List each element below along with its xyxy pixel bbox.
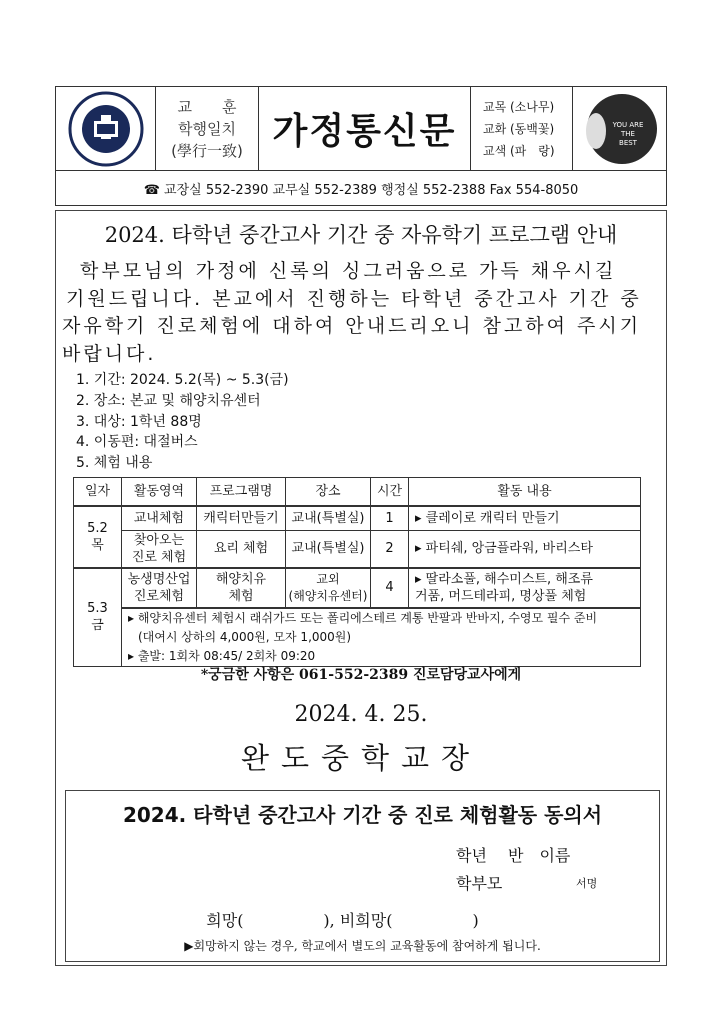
cell: 교외 (해양치유센터)	[286, 568, 371, 608]
consent-note: ▶회망하지 않는 경우, 학교에서 별도의 교육활동에 참여하게 됩니다.	[184, 939, 541, 953]
parent-label: 학부모	[456, 874, 503, 893]
motto-label: 교 훈	[177, 97, 237, 116]
svg-text:YOU ARE: YOU ARE	[612, 120, 643, 129]
note-line: ▸ 출발: 1회차 08:45/ 2회차 09:20	[128, 648, 316, 663]
principal-signature: 완도중학교장	[240, 741, 482, 775]
school-flower: 교화 (동백꽃)	[483, 121, 555, 136]
thumbs-up-badge-icon	[582, 91, 658, 167]
cell: 농생명산업 진로체험	[122, 568, 197, 608]
paragraph-line: 기원드립니다. 본교에서 진행하는 타학년 중간고사 기간 중	[66, 287, 642, 310]
motto-hanja: (學行一致)	[171, 141, 243, 160]
consent-choice[interactable]: 희망( ), 비희망( )	[206, 911, 479, 930]
cell: 교내(특별실)	[286, 506, 371, 531]
th-time: 시간	[371, 478, 409, 506]
motto: 학행일치	[178, 119, 236, 138]
issue-date: 2024. 4. 25.	[294, 702, 428, 727]
notice-title: 2024. 타학년 중간고사 기간 중 자유학기 프로그램 안내	[104, 223, 618, 247]
program-table	[73, 477, 641, 667]
info-period: 1. 기간: 2024. 5.2(목) ~ 5.3(금)	[76, 372, 289, 388]
newsletter-title: 가정통신문	[272, 111, 457, 152]
info-target: 3. 대상: 1학년 88명	[76, 413, 202, 430]
th-activity: 활동 내용	[409, 478, 641, 506]
student-info-field[interactable]: 학년 반 이름	[456, 846, 571, 865]
info-place: 2. 장소: 본교 및 해양치유센터	[76, 392, 261, 409]
cell: 캐릭터만들기	[197, 506, 286, 531]
note-line: (대여시 상하의 4,000원, 모자 1,000원)	[138, 629, 352, 644]
svg-text:BEST: BEST	[618, 138, 637, 147]
cell: ▸ 딸라소풀, 해수미스트, 해조류 거품, 머드테라피, 명상풀 체험	[409, 568, 641, 608]
info-contents: 5. 체험 내용	[76, 455, 153, 472]
th-area: 활동영역	[122, 478, 197, 506]
date-cell: 5.2 목	[74, 506, 122, 568]
cell: 4	[371, 568, 409, 608]
newsletter-header	[55, 86, 667, 206]
cell: 찾아오는 진로 체험	[122, 531, 197, 568]
consent-title: 2024. 타학년 중간고사 기간 중 진로 체험활동 동의서	[122, 803, 603, 827]
cell: 요리 체험	[197, 531, 286, 568]
th-program: 프로그램명	[197, 478, 286, 506]
note-line: ▸ 해양치유센터 체험시 래쉬가드 또는 폴리에스테르 계통 반팔과 반바지, 수영모 필수 준비	[128, 610, 598, 625]
cell: ▸ 클레이로 캐릭터 만들기	[409, 506, 641, 531]
cell: 교내체험	[122, 506, 197, 531]
svg-text:THE: THE	[620, 129, 635, 138]
school-color: 교색 (파 랑)	[483, 143, 555, 158]
cell: 2	[371, 531, 409, 568]
cell: 교내(특별실)	[286, 531, 371, 568]
cell: ▸ 파티쉐, 앙금플라워, 바리스타	[409, 531, 641, 568]
school-logo	[56, 87, 156, 170]
contact-note: *궁금한 사항은 061-552-2389 진로담당교사에게	[200, 667, 522, 683]
paragraph-line: 학부모님의 가정에 신록의 싱그러움으로 가득 채우시길	[80, 260, 617, 282]
school-emblem-icon	[68, 91, 144, 167]
cell: 해양치유 체험	[197, 568, 286, 608]
school-tree: 교목 (소나무)	[483, 99, 555, 114]
best-badge	[573, 87, 666, 170]
paragraph-line: 자유학기 진로체험에 대하여 안내드리오니 참고하여 주시기	[62, 315, 642, 337]
th-date: 일자	[74, 478, 122, 506]
sign-field[interactable]: 서명	[576, 877, 598, 890]
contact-phones: ☎ 교장실 552-2390 교무실 552-2389 행정실 552-2388 Fax 554-8050	[143, 182, 579, 198]
th-place: 장소	[286, 478, 371, 506]
consent-form	[65, 790, 660, 962]
date-cell: 5.3 금	[74, 568, 122, 667]
cell: 1	[371, 506, 409, 531]
paragraph-line: 바랍니다.	[62, 342, 157, 365]
info-transport: 4. 이동편: 대절버스	[76, 434, 198, 451]
